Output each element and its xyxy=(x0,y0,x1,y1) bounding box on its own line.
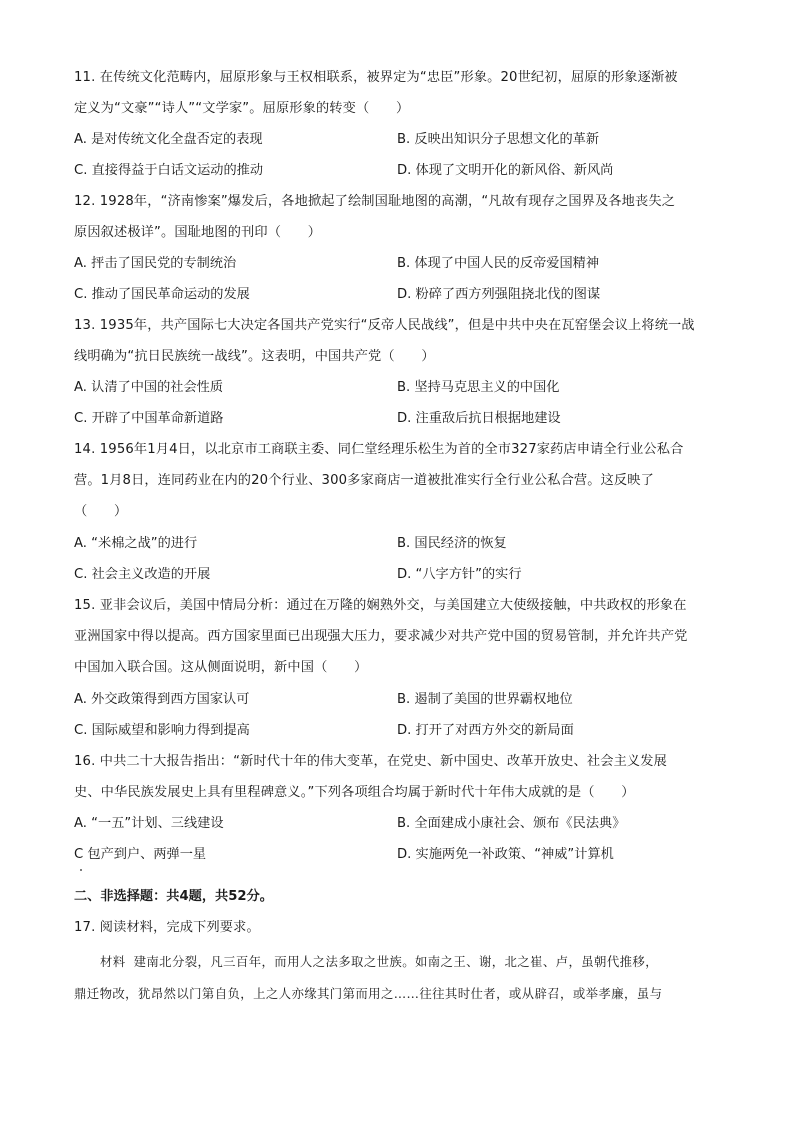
question-16-stem xyxy=(74,746,722,808)
question-15-options xyxy=(74,684,722,746)
option-c[interactable]: C. 开辟了中国革命新道路 xyxy=(74,411,224,426)
option-c[interactable]: C. 国际威望和影响力得到提高 xyxy=(74,723,250,738)
question-11-options xyxy=(74,124,722,186)
option-a[interactable]: A. “米棉之战”的进行 xyxy=(74,536,198,551)
option-c[interactable]: C. 直接得益于白话文运动的推动 xyxy=(74,163,264,178)
material-line: 建南北分裂，凡三百年，而用人之法多取之世族。如南之王、谢，北之崔、卢，虽朝代推移， xyxy=(133,954,659,969)
question-stem-line: 14. 1956年1月4日，以北京市工商联主委、同仁堂经理乐松生为首的全市327家药店申请全行业公私合 xyxy=(74,442,684,457)
option-d[interactable]: D. “八字方针”的实行 xyxy=(397,567,522,582)
section-heading: 二、非选择题：共4题，共52分。 xyxy=(74,889,273,904)
option-b[interactable]: B. 坚持马克思主义的中国化 xyxy=(397,380,560,395)
question-14-options xyxy=(74,528,722,590)
question-12-options xyxy=(74,248,722,310)
question-stem-line: 11. 在传统文化范畴内，屈原形象与王权相联系，被界定为“忠臣”形象。20世纪初，屈原的形象逐渐被 xyxy=(74,70,678,85)
option-b[interactable]: B. 遏制了美国的世界霸权地位 xyxy=(397,692,573,707)
question-13-options xyxy=(74,372,722,434)
option-d[interactable]: D. 注重敌后抗日根据地建设 xyxy=(397,411,561,426)
option-d[interactable]: D. 体现了文明开化的新风俗、新风尚 xyxy=(397,163,614,178)
option-a[interactable]: A. 是对传统文化全盘否定的表现 xyxy=(74,132,263,147)
question-stem-line: 史、中华民族发展史上具有里程碑意义。”下列各项组合均属于新时代十年伟大成就的是（ ） xyxy=(74,785,635,800)
material-line: 鼎迁物改，犹昂然以门第自负，上之人亦缘其门第而用之……往往其时仕者，或从辟召，或举孝廉，虽与 xyxy=(74,986,663,1001)
question-11-stem xyxy=(74,62,722,124)
option-b[interactable]: B. 体现了中国人民的反帝爱国精神 xyxy=(397,256,600,271)
question-stem-line: 13. 1935年，共产国际七大决定各国共产党实行“反帝人民战线”，但是中共中央在瓦窑堡会议上将统一战 xyxy=(74,318,695,333)
question-stem-line: 原因叙述极详”。国耻地图的刊印（ ） xyxy=(74,225,322,240)
question-stem-line: 16. 中共二十大报告指出：“新时代十年的伟大变革，在党史、新中国史、改革开放史、社会主义发展 xyxy=(74,754,667,769)
option-d[interactable]: D. 粉碎了西方列强阻挠北伐的图谋 xyxy=(397,287,601,302)
question-17-stem xyxy=(74,912,722,943)
question-15-stem xyxy=(74,590,722,683)
option-d[interactable]: D. 打开了对西方外交的新局面 xyxy=(397,723,574,738)
option-c[interactable]: C 包产到户、两弹一星 xyxy=(74,847,207,862)
stray-dot xyxy=(80,869,82,871)
question-stem-line: 17. 阅读材料，完成下列要求。 xyxy=(74,920,260,935)
question-16-options xyxy=(74,808,722,870)
question-14-stem xyxy=(74,434,722,527)
question-stem-line: 15. 亚非会议后，美国中情局分析：通过在万隆的娴熟外交，与美国建立大使级接触，中共政权的形象在 xyxy=(74,598,687,613)
option-a[interactable]: A. 抨击了国民党的专制统治 xyxy=(74,256,237,271)
question-stem-line: 中国加入联合国。这从侧面说明，新中国（ ） xyxy=(74,660,368,675)
option-d[interactable]: D. 实施两免一补政策、“神威”计算机 xyxy=(397,847,614,862)
question-stem-line: （ ） xyxy=(74,504,128,519)
question-stem-line: 亚洲国家中得以提高。西方国家里面已出现强大压力，要求减少对共产党中国的贸易管制，并允许共产党 xyxy=(74,629,688,644)
option-b[interactable]: B. 反映出知识分子思想文化的革新 xyxy=(397,132,600,147)
option-b[interactable]: B. 国民经济的恢复 xyxy=(397,536,507,551)
material-passage xyxy=(74,946,722,1010)
question-stem-line: 营。1月8日，连同药业在内的20个行业、300多家商店一道被批准实行全行业公私合营。这反映了 xyxy=(74,473,654,488)
option-a[interactable]: A. 外交政策得到西方国家认可 xyxy=(74,692,250,707)
option-b[interactable]: B. 全面建成小康社会、颁布《民法典》 xyxy=(397,816,626,831)
option-c[interactable]: C. 推动了国民革命运动的发展 xyxy=(74,287,250,302)
question-13-stem xyxy=(74,310,722,372)
question-stem-line: 线明确为“抗日民族统一战线”。这表明，中国共产党（ ） xyxy=(74,349,435,364)
option-c[interactable]: C. 社会主义改造的开展 xyxy=(74,567,211,582)
option-a[interactable]: A. “一五”计划、三线建设 xyxy=(74,816,224,831)
option-a[interactable]: A. 认清了中国的社会性质 xyxy=(74,380,224,395)
question-12-stem xyxy=(74,186,722,248)
question-stem-line: 定义为“文豪”“诗人”“文学家”。屈原形象的转变（ ） xyxy=(74,101,410,116)
material-label: 材料 xyxy=(100,954,126,969)
question-stem-line: 12. 1928年，“济南惨案”爆发后，各地掀起了绘制国耻地图的高潮，“凡故有现存之国界及各地丧失之 xyxy=(74,194,676,209)
